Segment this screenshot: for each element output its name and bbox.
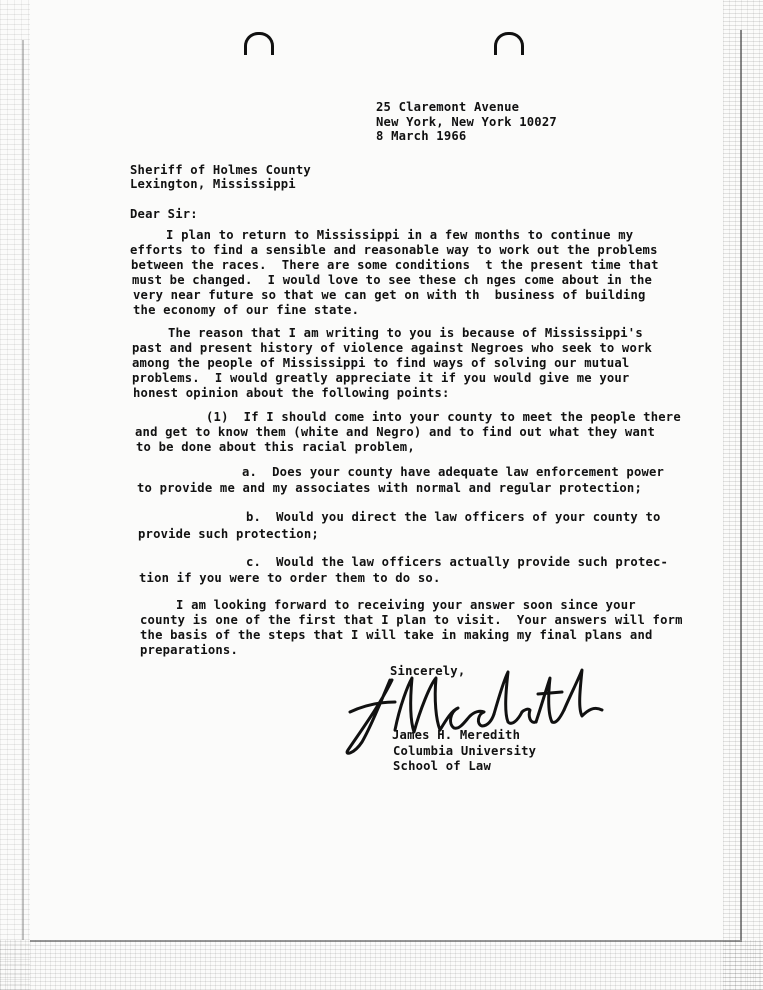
salutation: Dear Sir: [130, 207, 198, 221]
signer-school: School of Law [393, 759, 491, 773]
letter-date: 8 March 1966 [376, 129, 467, 143]
point1-line: (1) If I should come into your county to meet the people there [206, 410, 681, 424]
paragraph1-line: very near future so that we can get on with th business of building [133, 288, 646, 302]
signer-affiliation: Columbia University [393, 744, 537, 758]
page-edge-bottom [30, 940, 742, 942]
paragraph2-line: among the people of Mississippi to find ways of solving our mutual [132, 356, 630, 370]
paragraph1-line: between the races. There are some conditions t the present time that [131, 258, 659, 272]
point-c-line: tion if you were to order them to do so. [139, 571, 441, 585]
closing-paragraph-line: the basis of the steps that I will take in making my final plans and [140, 628, 653, 642]
paragraph2-line: past and present history of violence against Negroes who seek to work [132, 341, 653, 355]
recipient-title: Sheriff of Holmes County [130, 163, 311, 177]
point-b-line: provide such protection; [138, 527, 319, 541]
binder-hole-left-icon [244, 32, 274, 55]
point-a-line: a. Does your county have adequate law enforcement power [242, 465, 665, 479]
closing-valediction: Sincerely, [390, 664, 466, 678]
paragraph2-line: honest opinion about the following points: [133, 386, 450, 400]
closing-paragraph-line: county is one of the first that I plan to visit. Your answers will form [140, 613, 683, 627]
point1-line: to be done about this racial problem, [136, 440, 415, 454]
point1-line: and get to know them (white and Negro) and to find out what they want [135, 425, 656, 439]
paragraph1-line: I plan to return to Mississippi in a few months to continue my [166, 228, 634, 242]
binder-hole-right-icon [494, 32, 524, 55]
page-edge-left [22, 40, 24, 940]
paragraph2-line: The reason that I am writing to you is because of Mississippi's [168, 326, 643, 340]
point-b-line: b. Would you direct the law officers of your county to [246, 510, 661, 524]
paragraph1-line: efforts to find a sensible and reasonable way to work out the problems [130, 243, 658, 257]
paragraph1-line: must be changed. I would love to see these ch nges come about in the [132, 273, 653, 287]
point-a-line: to provide me and my associates with normal and regular protection; [137, 481, 643, 495]
closing-paragraph-line: I am looking forward to receiving your answer soon since your [176, 598, 636, 612]
recipient-location: Lexington, Mississippi [130, 177, 296, 191]
scan-noise-right [723, 0, 763, 990]
point-c-line: c. Would the law officers actually provide such protec- [246, 555, 669, 569]
closing-paragraph-line: preparations. [140, 643, 238, 657]
scan-noise-left [0, 0, 30, 990]
signer-name: James H. Meredith [392, 728, 521, 742]
return-address-street: 25 Claremont Avenue [376, 100, 520, 114]
scan-noise-bottom [0, 940, 763, 990]
return-address-city: New York, New York 10027 [376, 115, 557, 129]
paragraph1-line: the economy of our fine state. [133, 303, 360, 317]
page-edge-right [740, 30, 742, 940]
paragraph2-line: problems. I would greatly appreciate it if you would give me your [132, 371, 630, 385]
